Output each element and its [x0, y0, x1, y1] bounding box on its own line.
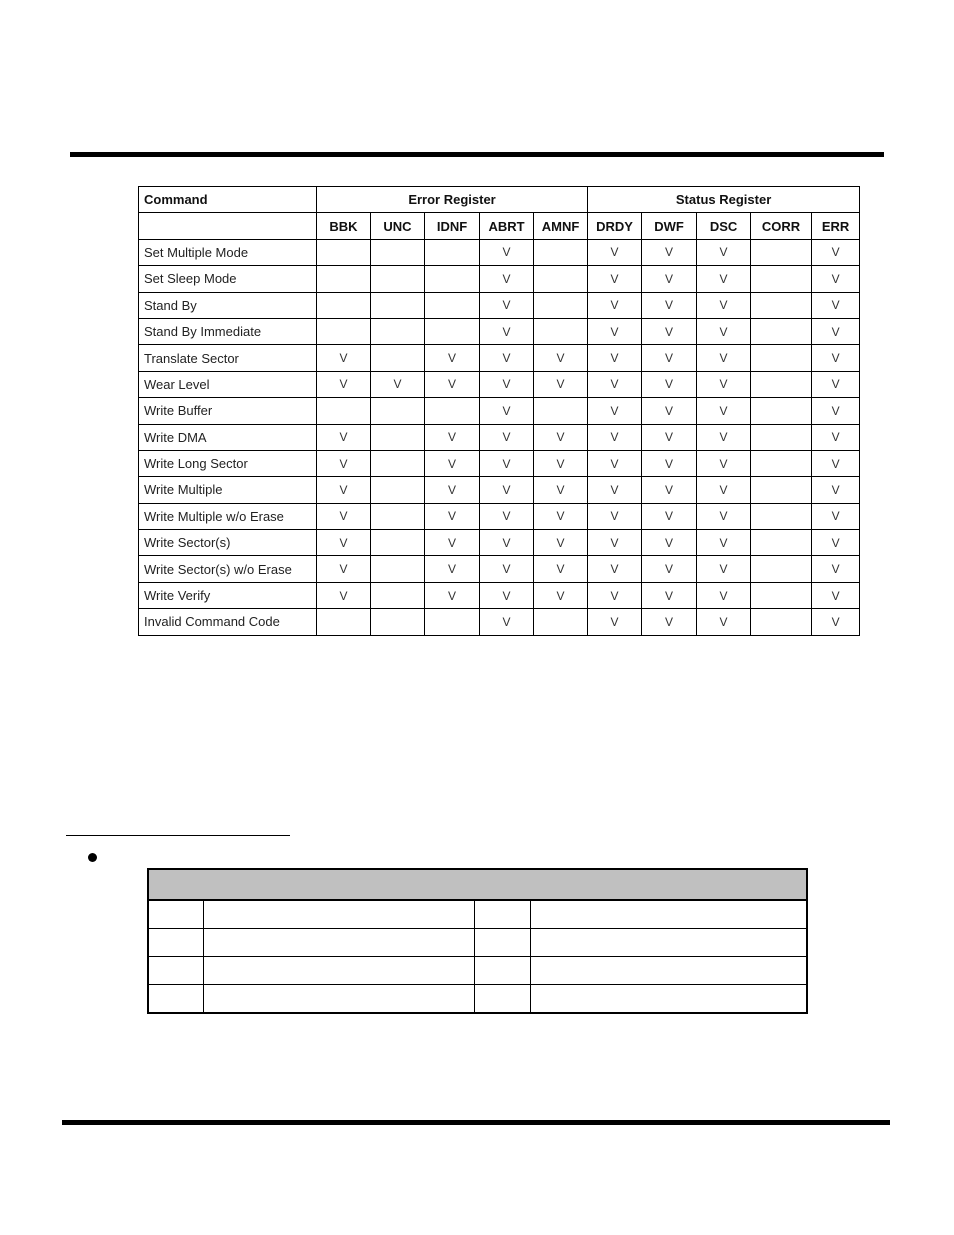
flag-cell-drdy: V [588, 292, 642, 318]
flag-cell-unc [371, 503, 425, 529]
section-underline [66, 835, 290, 836]
group-header-row [139, 187, 860, 213]
table-row [139, 556, 860, 582]
flag-cell-amnf [534, 292, 588, 318]
flag-cell-unc [371, 424, 425, 450]
flag-cell-unc [371, 292, 425, 318]
flag-cell-corr [751, 292, 812, 318]
flag-cell-corr [751, 371, 812, 397]
flag-cell-abrt: V [480, 530, 534, 556]
flag-cell-bbk: V [317, 556, 371, 582]
flag-cell-corr [751, 530, 812, 556]
table-row [139, 424, 860, 450]
flag-cell-amnf: V [534, 503, 588, 529]
flag-cell-drdy: V [588, 556, 642, 582]
flag-cell-unc [371, 450, 425, 476]
flag-cell-err: V [812, 530, 860, 556]
blank-cell [148, 957, 203, 985]
blank-cell [474, 929, 530, 957]
table-row [139, 609, 860, 635]
flag-cell-bbk: V [317, 582, 371, 608]
flag-cell-unc: V [371, 371, 425, 397]
command-name: Set Sleep Mode [139, 266, 317, 292]
flag-cell-idnf: V [425, 371, 480, 397]
blank-register-table [147, 868, 808, 1014]
flag-cell-amnf: V [534, 477, 588, 503]
flag-cell-drdy: V [588, 609, 642, 635]
flag-cell-unc [371, 609, 425, 635]
flag-cell-dwf: V [642, 398, 697, 424]
flag-cell-unc [371, 477, 425, 503]
flag-cell-corr [751, 239, 812, 265]
flag-cell-corr [751, 556, 812, 582]
table-row [139, 371, 860, 397]
flag-cell-drdy: V [588, 424, 642, 450]
column-header-corr: CORR [751, 213, 812, 239]
flag-cell-err: V [812, 345, 860, 371]
flag-cell-amnf [534, 609, 588, 635]
flag-cell-dsc: V [697, 530, 751, 556]
command-name: Write Multiple w/o Erase [139, 503, 317, 529]
flag-cell-amnf [534, 239, 588, 265]
blank-cell [203, 929, 474, 957]
status-register-header: Status Register [588, 187, 860, 213]
flag-cell-corr [751, 398, 812, 424]
command-name: Write Buffer [139, 398, 317, 424]
flag-cell-err: V [812, 318, 860, 344]
flag-cell-bbk: V [317, 371, 371, 397]
flag-cell-dsc: V [697, 477, 751, 503]
flag-cell-corr [751, 450, 812, 476]
table-row [139, 450, 860, 476]
command-name: Write Verify [139, 582, 317, 608]
flag-cell-unc [371, 582, 425, 608]
flag-cell-err: V [812, 609, 860, 635]
flag-cell-dsc: V [697, 318, 751, 344]
flag-cell-corr [751, 266, 812, 292]
flag-cell-bbk [317, 266, 371, 292]
blank-cell [530, 985, 807, 1014]
table-row [139, 503, 860, 529]
flag-cell-idnf [425, 292, 480, 318]
command-name: Stand By Immediate [139, 318, 317, 344]
flag-cell-corr [751, 609, 812, 635]
flag-cell-idnf: V [425, 503, 480, 529]
flag-cell-amnf [534, 266, 588, 292]
flag-cell-dwf: V [642, 450, 697, 476]
flag-cell-dsc: V [697, 239, 751, 265]
flag-cell-abrt: V [480, 450, 534, 476]
flag-cell-drdy: V [588, 530, 642, 556]
flag-cell-abrt: V [480, 398, 534, 424]
column-header-unc: UNC [371, 213, 425, 239]
flag-cell-corr [751, 424, 812, 450]
blank-cell [474, 957, 530, 985]
table-row [139, 477, 860, 503]
flag-cell-idnf: V [425, 556, 480, 582]
flag-cell-unc [371, 318, 425, 344]
flag-cell-idnf [425, 318, 480, 344]
command-name: Write Sector(s) w/o Erase [139, 556, 317, 582]
flag-cell-dwf: V [642, 609, 697, 635]
blank-cell [530, 957, 807, 985]
flag-cell-drdy: V [588, 582, 642, 608]
flag-cell-bbk: V [317, 530, 371, 556]
flag-cell-abrt: V [480, 345, 534, 371]
command-name: Translate Sector [139, 345, 317, 371]
flag-cell-abrt: V [480, 424, 534, 450]
column-header-err: ERR [812, 213, 860, 239]
flag-cell-idnf [425, 239, 480, 265]
flag-cell-drdy: V [588, 477, 642, 503]
column-header-idnf: IDNF [425, 213, 480, 239]
bullet-icon [88, 853, 97, 862]
flag-cell-bbk [317, 398, 371, 424]
flag-cell-abrt: V [480, 239, 534, 265]
flag-cell-bbk: V [317, 503, 371, 529]
command-name: Write Sector(s) [139, 530, 317, 556]
command-name: Write Multiple [139, 477, 317, 503]
flag-cell-dsc: V [697, 556, 751, 582]
flag-cell-dsc: V [697, 345, 751, 371]
flag-cell-dwf: V [642, 503, 697, 529]
flag-cell-err: V [812, 239, 860, 265]
flag-cell-err: V [812, 424, 860, 450]
flag-cell-amnf: V [534, 371, 588, 397]
flag-cell-drdy: V [588, 398, 642, 424]
flag-cell-err: V [812, 371, 860, 397]
flag-cell-drdy: V [588, 503, 642, 529]
flag-cell-unc [371, 239, 425, 265]
flag-cell-err: V [812, 292, 860, 318]
table-row [139, 266, 860, 292]
flag-cell-abrt: V [480, 609, 534, 635]
flag-cell-bbk [317, 239, 371, 265]
blank-table-header-cell [148, 869, 807, 900]
command-name: Invalid Command Code [139, 609, 317, 635]
flag-cell-unc [371, 345, 425, 371]
flag-cell-dwf: V [642, 530, 697, 556]
flag-cell-dwf: V [642, 556, 697, 582]
bottom-rule [62, 1120, 890, 1125]
command-header: Command [139, 187, 317, 213]
flag-cell-dwf: V [642, 318, 697, 344]
blank-header-cell [139, 213, 317, 239]
flag-cell-dsc: V [697, 582, 751, 608]
flag-cell-err: V [812, 266, 860, 292]
table-row [139, 398, 860, 424]
flag-cell-idnf: V [425, 477, 480, 503]
flag-cell-abrt: V [480, 266, 534, 292]
column-header-dwf: DWF [642, 213, 697, 239]
flag-cell-idnf [425, 266, 480, 292]
flag-cell-err: V [812, 477, 860, 503]
blank-table-row [148, 900, 807, 929]
command-table-body [139, 239, 860, 635]
flag-cell-abrt: V [480, 318, 534, 344]
column-header-abrt: ABRT [480, 213, 534, 239]
flag-cell-dsc: V [697, 424, 751, 450]
blank-cell [203, 900, 474, 929]
blank-table-row [148, 929, 807, 957]
flag-cell-bbk: V [317, 477, 371, 503]
flag-cell-dwf: V [642, 477, 697, 503]
column-header-amnf: AMNF [534, 213, 588, 239]
flag-cell-dwf: V [642, 292, 697, 318]
flag-cell-amnf: V [534, 345, 588, 371]
flag-cell-idnf [425, 609, 480, 635]
flag-cell-abrt: V [480, 503, 534, 529]
flag-cell-drdy: V [588, 318, 642, 344]
blank-table-row [148, 957, 807, 985]
table-row [139, 582, 860, 608]
blank-cell [474, 985, 530, 1014]
flag-cell-err: V [812, 582, 860, 608]
command-name: Wear Level [139, 371, 317, 397]
flag-cell-corr [751, 477, 812, 503]
table-row [139, 239, 860, 265]
table-row [139, 292, 860, 318]
flag-cell-abrt: V [480, 582, 534, 608]
flag-cell-amnf: V [534, 582, 588, 608]
flag-cell-dwf: V [642, 582, 697, 608]
flag-cell-corr [751, 503, 812, 529]
flag-cell-bbk [317, 609, 371, 635]
flag-cell-abrt: V [480, 556, 534, 582]
error-register-header: Error Register [317, 187, 588, 213]
flag-cell-drdy: V [588, 371, 642, 397]
flag-cell-bbk: V [317, 345, 371, 371]
flag-cell-corr [751, 582, 812, 608]
flag-cell-idnf: V [425, 530, 480, 556]
flag-cell-dsc: V [697, 450, 751, 476]
blank-cell [148, 900, 203, 929]
flag-cell-abrt: V [480, 371, 534, 397]
flag-cell-unc [371, 530, 425, 556]
command-name: Stand By [139, 292, 317, 318]
column-header-row [139, 213, 860, 239]
flag-cell-dwf: V [642, 266, 697, 292]
flag-cell-amnf: V [534, 424, 588, 450]
flag-cell-dsc: V [697, 398, 751, 424]
flag-cell-drdy: V [588, 450, 642, 476]
flag-cell-idnf: V [425, 424, 480, 450]
flag-cell-corr [751, 345, 812, 371]
flag-cell-err: V [812, 398, 860, 424]
flag-cell-corr [751, 318, 812, 344]
flag-cell-unc [371, 398, 425, 424]
flag-cell-dwf: V [642, 424, 697, 450]
command-name: Set Multiple Mode [139, 239, 317, 265]
flag-cell-dsc: V [697, 503, 751, 529]
column-header-bbk: BBK [317, 213, 371, 239]
blank-cell [203, 985, 474, 1014]
flag-cell-drdy: V [588, 345, 642, 371]
blank-table-header-row [148, 869, 807, 900]
flag-cell-bbk: V [317, 450, 371, 476]
flag-cell-dwf: V [642, 345, 697, 371]
flag-cell-idnf: V [425, 582, 480, 608]
flag-cell-dwf: V [642, 371, 697, 397]
flag-cell-idnf [425, 398, 480, 424]
flag-cell-abrt: V [480, 292, 534, 318]
table-row [139, 530, 860, 556]
table-row [139, 318, 860, 344]
column-header-dsc: DSC [697, 213, 751, 239]
blank-cell [148, 985, 203, 1014]
flag-cell-bbk [317, 318, 371, 344]
flag-cell-drdy: V [588, 266, 642, 292]
blank-cell [530, 900, 807, 929]
blank-cell [530, 929, 807, 957]
flag-cell-idnf: V [425, 345, 480, 371]
flag-cell-dsc: V [697, 292, 751, 318]
flag-cell-amnf [534, 398, 588, 424]
top-rule [70, 152, 884, 157]
flag-cell-idnf: V [425, 450, 480, 476]
flag-cell-unc [371, 266, 425, 292]
flag-cell-dwf: V [642, 239, 697, 265]
flag-cell-unc [371, 556, 425, 582]
command-name: Write DMA [139, 424, 317, 450]
blank-table-row [148, 985, 807, 1014]
blank-cell [148, 929, 203, 957]
flag-cell-amnf [534, 318, 588, 344]
blank-cell [203, 957, 474, 985]
table-row [139, 345, 860, 371]
flag-cell-amnf: V [534, 530, 588, 556]
flag-cell-dsc: V [697, 609, 751, 635]
flag-cell-abrt: V [480, 477, 534, 503]
flag-cell-err: V [812, 450, 860, 476]
flag-cell-err: V [812, 503, 860, 529]
blank-cell [474, 900, 530, 929]
column-header-drdy: DRDY [588, 213, 642, 239]
flag-cell-amnf: V [534, 450, 588, 476]
flag-cell-drdy: V [588, 239, 642, 265]
flag-cell-err: V [812, 556, 860, 582]
command-name: Write Long Sector [139, 450, 317, 476]
flag-cell-amnf: V [534, 556, 588, 582]
flag-cell-dsc: V [697, 371, 751, 397]
flag-cell-dsc: V [697, 266, 751, 292]
command-status-table [138, 186, 860, 636]
flag-cell-bbk: V [317, 424, 371, 450]
flag-cell-bbk [317, 292, 371, 318]
